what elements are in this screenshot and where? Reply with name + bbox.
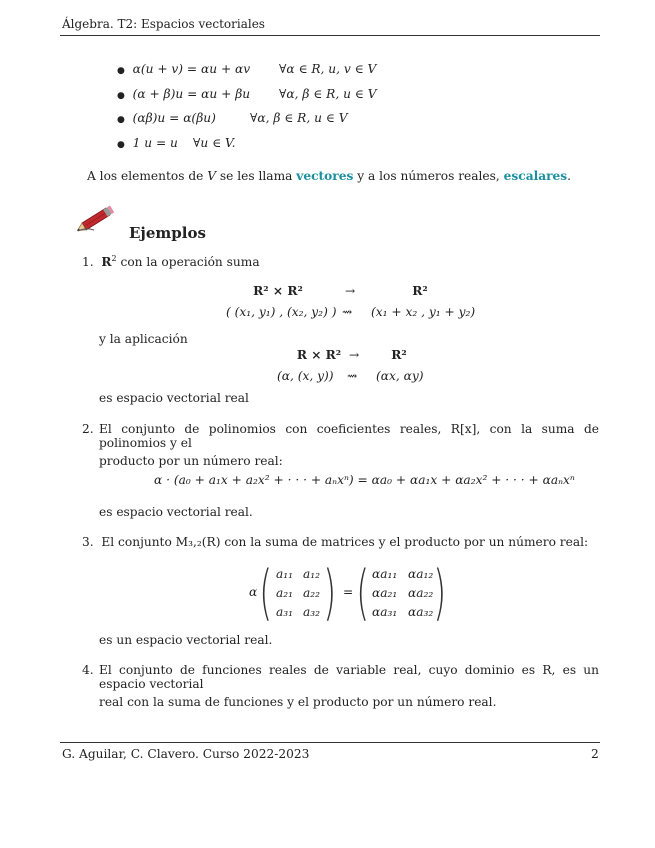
list-item: ● (α + β)u = αu + βu ∀α, β ∈ R, u ∈ V [117, 87, 377, 101]
page-number: 2 [591, 747, 599, 761]
sum-map-squig: ⇝ [342, 305, 353, 319]
pencil-icon [74, 203, 118, 235]
sum-map-codomain: R² [412, 284, 428, 298]
example-3-text: 3. El conjunto M₃,₂(R) con la suma de matrices y el producto por un número real: [82, 535, 589, 549]
intro-paragraph: A los elementos de V se les llama vectores y a los números reales, escalares. [87, 169, 572, 183]
example-1-aplic: y la aplicación [99, 332, 188, 346]
scalar-map-domain: R × R² [296, 348, 342, 362]
sum-map-domain: R² × R² [253, 284, 303, 298]
footer-rule [60, 742, 600, 743]
matrix-entry: αa₂₁ [372, 586, 398, 600]
sum-map-output: (x₁ + x₂ , y₁ + y₂) [371, 305, 476, 319]
matrix-entry: αa₂₂ [408, 586, 434, 600]
right-paren: ) [433, 558, 447, 628]
matrix-entry: αa₁₂ [408, 567, 434, 581]
matrix-entry: a₂₁ [276, 586, 294, 600]
matrix-entry: a₁₂ [303, 567, 321, 581]
example-2-conclusion: es espacio vectorial real. [99, 505, 253, 519]
sum-map-input: ( (x₁, y₁) , (x₂, y₂) ) [226, 305, 337, 319]
scalar-map-arrow: → [349, 348, 360, 362]
left-paren: ( [259, 558, 273, 628]
example-1-intro: 1. $R^2$ con la operación suma [82, 254, 260, 270]
matrix-entry: αa₃₁ [372, 605, 398, 619]
scalar-map-squig: ⇝ [347, 369, 358, 383]
list-item: ● (αβ)u = α(βu) ∀α, β ∈ R, u ∈ V [117, 111, 348, 125]
matrix-entry: a₃₁ [276, 605, 294, 619]
example-3-conclusion: es un espacio vectorial real. [99, 633, 273, 647]
matrix-entry: a₂₂ [303, 586, 321, 600]
example-1-conclusion: es espacio vectorial real [99, 391, 249, 405]
list-item: ● 1 u = u ∀u ∈ V. [117, 136, 236, 150]
section-title: Ejemplos [129, 224, 206, 242]
matrix-entry: αa₃₂ [408, 605, 434, 619]
list-item: ● α(u + v) = αu + αv ∀α ∈ R, u, v ∈ V [117, 62, 377, 76]
footer-authors: G. Aguilar, C. Clavero. Curso 2022-2023 [62, 747, 310, 761]
left-paren: ( [356, 558, 370, 628]
matrix-entry: a₃₂ [303, 605, 321, 619]
matrix-alpha: α [249, 585, 258, 599]
sum-map-arrow: → [345, 284, 356, 298]
matrix-equals: = [343, 585, 354, 599]
example-4-text: 4. El conjunto de funciones reales de variable real, cuyo dominio es R, es un espacio vectorial real con la suma de funciones y el producto por un número real. [82, 663, 599, 709]
header-rule [60, 35, 600, 36]
matrix-entry: αa₁₁ [372, 567, 398, 581]
example-2-text: 2. El conjunto de polinomios con coeficientes reales, R[x], con la suma de polinomios y el producto por un número real: [82, 422, 599, 468]
running-header: Álgebra. T2: Espacios vectoriales [62, 17, 265, 31]
scalar-map-output: (αx, αy) [376, 369, 424, 383]
scalar-map-codomain: R² [391, 348, 407, 362]
right-paren: ) [323, 558, 337, 628]
polynomial-formula: α · (a₀ + a₁x + a₂x² + · · · + aₙxⁿ) = αa₀ + αa₁x + αa₂x² + · · · + αaₙxⁿ [154, 473, 575, 487]
scalar-map-input: (α, (x, y)) [277, 369, 334, 383]
matrix-entry: a₁₁ [276, 567, 294, 581]
